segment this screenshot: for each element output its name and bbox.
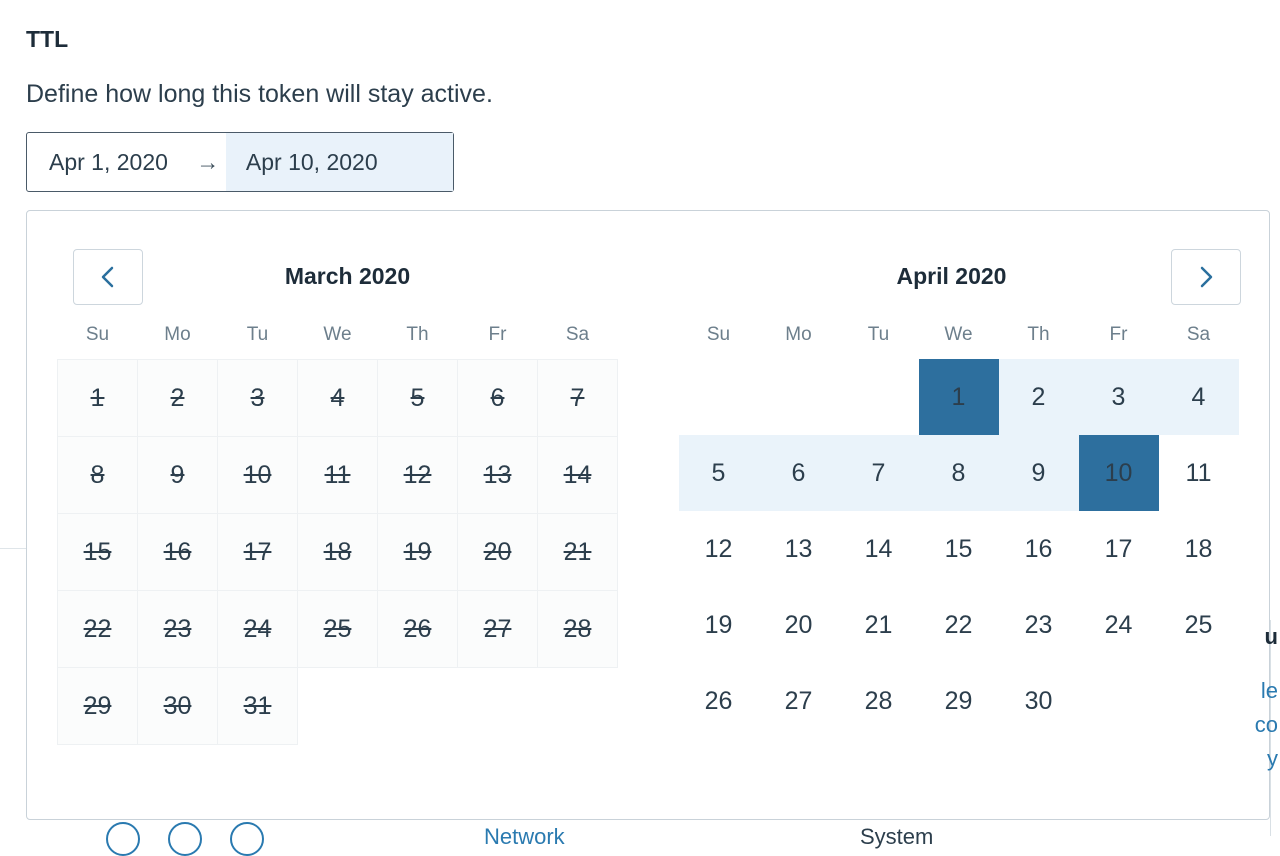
day-cell[interactable]: 13 — [784, 534, 813, 563]
day-cell-empty — [759, 359, 839, 435]
calendar-week-row — [679, 587, 1239, 663]
date-range-input[interactable] — [26, 132, 454, 192]
calendar-week-row — [679, 359, 1239, 435]
month-title: March 2020 — [284, 263, 411, 289]
day-cell-empty — [1159, 663, 1239, 739]
day-cell: 12 — [378, 437, 458, 514]
day-cell: 18 — [298, 514, 378, 591]
day-cell-selected-start[interactable]: 1 — [919, 359, 999, 435]
background-circle-icon-2 — [168, 822, 202, 856]
calendar-week-row — [58, 668, 618, 745]
page-title: TTL — [26, 26, 69, 52]
calendar-grid-april — [679, 311, 1239, 739]
day-cell[interactable]: 2 — [999, 359, 1079, 435]
background-circle-icon-1 — [106, 822, 140, 856]
calendar-popover — [26, 210, 1270, 820]
weekday-header: Fr — [488, 324, 507, 345]
day-cell: 20 — [458, 514, 538, 591]
background-fragment-title: u — [1264, 624, 1278, 649]
background-label-system: System — [860, 824, 934, 849]
background-fragment-link-3[interactable]: y — [1267, 746, 1278, 771]
day-cell[interactable]: 17 — [1104, 534, 1133, 563]
background-divider — [0, 548, 26, 549]
day-cell: 22 — [58, 591, 138, 668]
day-cell: 17 — [218, 514, 298, 591]
arrow-right-icon: → — [196, 148, 220, 175]
weekday-header: We — [323, 324, 352, 345]
day-cell[interactable]: 25 — [1184, 610, 1213, 639]
weekday-header: Sa — [565, 324, 590, 345]
day-cell: 21 — [538, 514, 618, 591]
range-start-field[interactable]: Apr 1, 2020 — [49, 148, 168, 175]
weekday-header: We — [944, 324, 973, 345]
background-label-network: Network — [484, 824, 565, 849]
day-cell[interactable]: 15 — [944, 534, 973, 563]
day-cell[interactable]: 9 — [999, 435, 1079, 511]
day-cell: 27 — [458, 591, 538, 668]
calendar-week-row — [679, 511, 1239, 587]
day-cell: 4 — [298, 360, 378, 437]
weekday-header: Su — [85, 324, 110, 345]
page-description: Define how long this token will stay active. — [26, 80, 493, 108]
day-cell: 3 — [218, 360, 298, 437]
day-cell[interactable]: 22 — [944, 610, 973, 639]
day-cell: 13 — [458, 437, 538, 514]
day-cell[interactable]: 28 — [864, 686, 893, 715]
day-cell: 5 — [378, 360, 458, 437]
day-cell[interactable]: 26 — [704, 686, 733, 715]
weekday-header: Mo — [785, 324, 812, 345]
day-cell: 9 — [138, 437, 218, 514]
day-cell[interactable]: 4 — [1159, 359, 1239, 435]
day-cell: 6 — [458, 360, 538, 437]
day-cell-empty — [298, 668, 378, 745]
day-cell[interactable]: 18 — [1184, 534, 1213, 563]
calendar-week-row — [58, 360, 618, 437]
day-cell: 7 — [538, 360, 618, 437]
day-cell: 10 — [218, 437, 298, 514]
day-cell-empty — [538, 668, 618, 745]
day-cell: 14 — [538, 437, 618, 514]
day-cell[interactable]: 27 — [784, 686, 813, 715]
day-cell: 8 — [58, 437, 138, 514]
weekday-header-row — [679, 311, 1239, 359]
calendar-week-row — [58, 437, 618, 514]
day-cell: 1 — [58, 360, 138, 437]
calendar-week-row — [679, 435, 1239, 511]
background-fragment-link-2[interactable]: co — [1254, 712, 1278, 737]
calendar-week-row — [679, 663, 1239, 739]
day-cell[interactable]: 14 — [864, 534, 893, 563]
day-cell[interactable]: 30 — [1024, 686, 1053, 715]
day-cell: 16 — [138, 514, 218, 591]
day-cell: 25 — [298, 591, 378, 668]
calendar-month-april — [648, 211, 1269, 745]
calendar-grid-march — [57, 311, 618, 745]
day-cell[interactable]: 21 — [864, 610, 893, 639]
weekday-header: Tu — [867, 324, 890, 345]
day-cell[interactable]: 29 — [944, 686, 973, 715]
day-cell: 19 — [378, 514, 458, 591]
day-cell[interactable]: 3 — [1079, 359, 1159, 435]
weekday-header: Th — [1027, 324, 1050, 345]
day-cell-empty — [458, 668, 538, 745]
day-cell: 29 — [58, 668, 138, 745]
background-fragment-link-1[interactable]: le — [1260, 678, 1278, 703]
day-cell-empty — [839, 359, 919, 435]
day-cell-empty — [378, 668, 458, 745]
day-cell[interactable]: 20 — [784, 610, 813, 639]
day-cell: 15 — [58, 514, 138, 591]
month-title: April 2020 — [896, 263, 1007, 289]
calendar-months — [27, 211, 1269, 745]
day-cell: 31 — [218, 668, 298, 745]
range-end-field[interactable]: Apr 10, 2020 — [226, 133, 453, 191]
day-cell-empty — [679, 359, 759, 435]
weekday-header: Sa — [1186, 324, 1211, 345]
day-cell: 26 — [378, 591, 458, 668]
weekday-header: Su — [706, 324, 731, 345]
day-cell: 2 — [138, 360, 218, 437]
day-cell: 28 — [538, 591, 618, 668]
day-cell: 30 — [138, 668, 218, 745]
day-cell: 11 — [298, 437, 378, 514]
calendar-week-row — [58, 514, 618, 591]
weekday-header: Mo — [164, 324, 191, 345]
day-cell[interactable]: 11 — [1185, 458, 1212, 487]
day-cell[interactable]: 24 — [1104, 610, 1133, 639]
calendar-month-march — [27, 211, 648, 745]
day-cell: 24 — [218, 591, 298, 668]
weekday-header: Fr — [1109, 324, 1128, 345]
day-cell[interactable]: 16 — [1024, 534, 1053, 563]
weekday-header: Tu — [246, 324, 269, 345]
day-cell[interactable]: 7 — [839, 435, 919, 511]
background-circle-icon-3 — [230, 822, 264, 856]
day-cell-empty — [1079, 663, 1159, 739]
day-cell-selected-end[interactable]: 10 — [1079, 435, 1159, 511]
day-cell[interactable]: 5 — [679, 435, 759, 511]
day-cell[interactable]: 12 — [704, 534, 733, 563]
weekday-header: Th — [406, 324, 429, 345]
calendar-week-row — [58, 591, 618, 668]
day-cell[interactable]: 19 — [704, 610, 733, 639]
day-cell[interactable]: 8 — [919, 435, 999, 511]
day-cell[interactable]: 6 — [759, 435, 839, 511]
weekday-header-row — [58, 311, 618, 360]
day-cell[interactable]: 23 — [1024, 610, 1053, 639]
day-cell: 23 — [138, 591, 218, 668]
